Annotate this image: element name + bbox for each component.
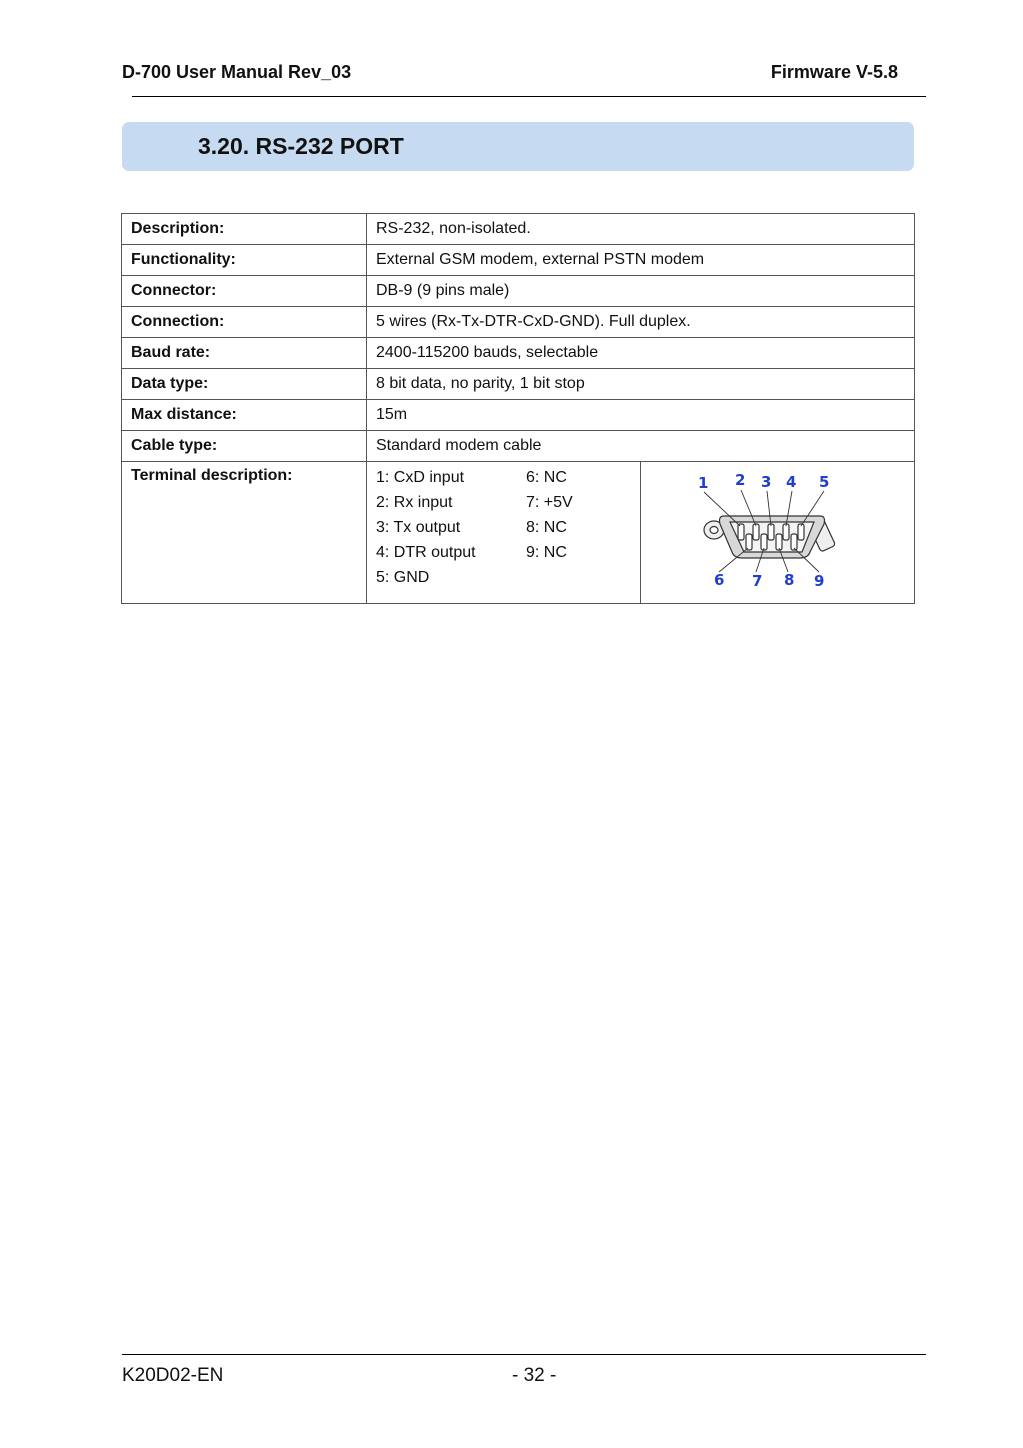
pin-label-5: 5 [818, 473, 829, 491]
spec-key: Terminal description: [122, 462, 367, 604]
spec-value: 2400-115200 bauds, selectable [367, 338, 915, 369]
pin-label-8: 8 [783, 571, 794, 589]
pin-entry: 6: NC [526, 469, 567, 486]
table-row [122, 369, 915, 400]
pin-label-7: 7 [751, 572, 762, 590]
pin-entry: 3: Tx output [376, 519, 461, 536]
spec-key: Connection: [122, 307, 367, 338]
document-code: K20D02-EN [122, 1365, 224, 1386]
spec-value: 8 bit data, no parity, 1 bit stop [367, 369, 915, 400]
firmware-version: Firmware V-5.8 [770, 62, 898, 82]
spec-table [121, 213, 915, 604]
page-number: - 32 - [512, 1365, 557, 1386]
connector-diagram-cell [641, 462, 915, 604]
pin-entry: 7: +5V [526, 494, 573, 511]
pin-list-cell [367, 462, 641, 604]
spec-key: Cable type: [122, 431, 367, 462]
pin-entry: 2: Rx input [376, 494, 453, 511]
pin-entry: 1: CxD input [376, 469, 465, 486]
pin-label-3: 3 [760, 473, 771, 491]
spec-key: Data type: [122, 369, 367, 400]
spec-key: Connector: [122, 276, 367, 307]
pin-label-4: 4 [785, 473, 796, 491]
footer-divider [122, 1354, 926, 1355]
spec-value: 15m [367, 400, 915, 431]
spec-key: Baud rate: [122, 338, 367, 369]
pin-entry: 5: GND [376, 569, 430, 586]
table-row [122, 462, 915, 604]
pin-list [376, 467, 631, 588]
section-banner [122, 122, 914, 171]
table-row [122, 307, 915, 338]
table-row [122, 338, 915, 369]
pin-entry: 9: NC [526, 544, 567, 561]
table-row [122, 245, 915, 276]
section-title: 3.20. RS-232 PORT [198, 133, 404, 159]
spec-key: Functionality: [122, 245, 367, 276]
pin-entry: 8: NC [526, 519, 567, 536]
spec-key: Max distance: [122, 400, 367, 431]
pin-entry [526, 567, 606, 588]
pin-label-9: 9 [813, 572, 824, 590]
db9-connector-diagram [688, 468, 868, 592]
spec-key: Description: [122, 214, 367, 245]
pin-label-1: 1 [697, 474, 708, 492]
pin-label-6: 6 [713, 571, 724, 589]
spec-value: Standard modem cable [367, 431, 915, 462]
table-row [122, 214, 915, 245]
table-row [122, 400, 915, 431]
table-row [122, 276, 915, 307]
table-row [122, 431, 915, 462]
manual-title: D-700 User Manual Rev_03 [122, 62, 352, 82]
pin-entry: 4: DTR output [376, 544, 476, 561]
spec-value: 5 wires (Rx-Tx-DTR-CxD-GND). Full duplex. [367, 307, 915, 338]
spec-value: DB-9 (9 pins male) [367, 276, 915, 307]
spec-value: RS-232, non-isolated. [367, 214, 915, 245]
spec-value: External GSM modem, external PSTN modem [367, 245, 915, 276]
pin-label-2: 2 [734, 471, 745, 489]
header-divider [132, 96, 926, 97]
